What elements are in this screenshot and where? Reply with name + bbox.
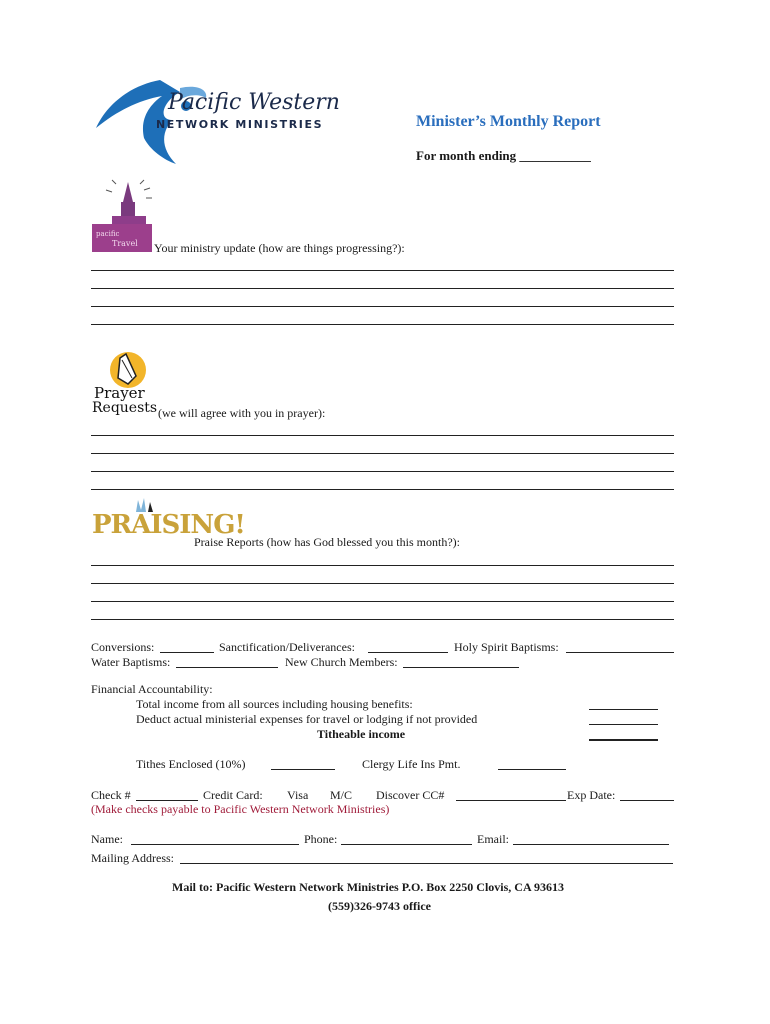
prayer-requests-image — [92, 350, 158, 418]
logo-line-1: Pacific Western — [168, 90, 340, 115]
mailing-address-field[interactable] — [180, 852, 673, 864]
cc-number-field[interactable] — [456, 789, 566, 801]
praising-badge: PRAISING! — [92, 510, 245, 540]
prayer-prompt: (we will agree with you in prayer): — [158, 406, 326, 420]
mail-to-line: Mail to: Pacific Western Network Ministries P.O. Box 2250 Clovis, CA 93613 — [172, 880, 564, 894]
mc-option[interactable]: M/C — [330, 788, 353, 802]
visa-option[interactable]: Visa — [287, 788, 309, 802]
ministry-line-1[interactable] — [91, 270, 674, 271]
payable-note: (Make checks payable to Pacific Western Network Ministries) — [91, 802, 390, 816]
praise-prompt: Praise Reports (how has God blessed you this month?): — [194, 535, 460, 549]
praising-image — [92, 496, 245, 550]
prayer-line-1[interactable] — [91, 435, 674, 436]
praise-line-4[interactable] — [91, 619, 674, 620]
titheable-field[interactable] — [589, 728, 658, 741]
titheable-label: Titheable income — [317, 727, 406, 741]
email-field[interactable] — [513, 833, 669, 845]
holy-spirit-field[interactable] — [566, 641, 674, 653]
prayer-line-4[interactable] — [91, 489, 674, 490]
praise-line-3[interactable] — [91, 601, 674, 602]
ministry-update-image — [90, 176, 154, 252]
water-baptisms-label: Water Baptisms: — [91, 655, 171, 669]
ministry-line-2[interactable] — [91, 288, 674, 289]
office-phone: (559)326-9743 office — [328, 899, 431, 913]
praise-line-2[interactable] — [91, 583, 674, 584]
exp-date-label: Exp Date: — [567, 788, 616, 802]
ministry-update-prompt: Your ministry update (how are things progressing?): — [154, 241, 405, 255]
tithes-field[interactable] — [271, 758, 335, 770]
svg-text:pacific: pacific — [96, 230, 120, 238]
church-steeple-icon — [90, 176, 154, 252]
new-members-label: New Church Members: — [285, 655, 398, 669]
name-label: Name: — [91, 832, 123, 846]
check-label: Check # — [91, 788, 131, 802]
logo-line-2: NETWORK MINISTRIES — [156, 118, 324, 131]
prayer-badge-line-1: Prayer — [94, 384, 145, 402]
clergy-label: Clergy Life Ins Pmt. — [362, 757, 461, 771]
water-baptisms-field[interactable] — [176, 656, 278, 668]
holy-spirit-label: Holy Spirit Baptisms: — [454, 640, 559, 654]
phone-field[interactable] — [341, 833, 472, 845]
deduct-label: Deduct actual ministerial expenses for travel or lodging if not provided — [136, 712, 478, 726]
organization-logo — [88, 76, 338, 166]
new-members-field[interactable] — [403, 656, 519, 668]
total-income-label: Total income from all sources including housing benefits: — [136, 697, 413, 711]
clergy-field[interactable] — [498, 758, 566, 770]
check-field[interactable] — [136, 789, 198, 801]
ministry-line-3[interactable] — [91, 306, 674, 307]
prayer-line-3[interactable] — [91, 471, 674, 472]
credit-card-label: Credit Card: — [203, 788, 263, 802]
mailing-address-label: Mailing Address: — [91, 851, 174, 865]
name-field[interactable] — [131, 833, 299, 845]
email-label: Email: — [477, 832, 509, 846]
sanctification-label: Sanctification/Deliverances: — [219, 640, 355, 654]
conversions-field[interactable] — [160, 641, 214, 653]
svg-text:Travel: Travel — [112, 239, 138, 248]
total-income-field[interactable] — [589, 698, 658, 710]
deduct-field[interactable] — [589, 713, 658, 725]
prayer-line-2[interactable] — [91, 453, 674, 454]
tithes-label: Tithes Enclosed (10%) — [136, 757, 246, 771]
phone-label: Phone: — [304, 832, 338, 846]
ministry-line-4[interactable] — [91, 324, 674, 325]
exp-date-field[interactable] — [620, 789, 674, 801]
discover-label[interactable]: Discover CC# — [376, 788, 445, 802]
conversions-label: Conversions: — [91, 640, 155, 654]
sanctification-field[interactable] — [368, 641, 448, 653]
prayer-badge-line-2: Requests — [92, 400, 158, 416]
financial-heading: Financial Accountability: — [91, 682, 213, 696]
page-title: Minister’s Monthly Report — [416, 113, 601, 130]
month-ending-label: For month ending ___________ — [416, 148, 591, 163]
praise-line-1[interactable] — [91, 565, 674, 566]
